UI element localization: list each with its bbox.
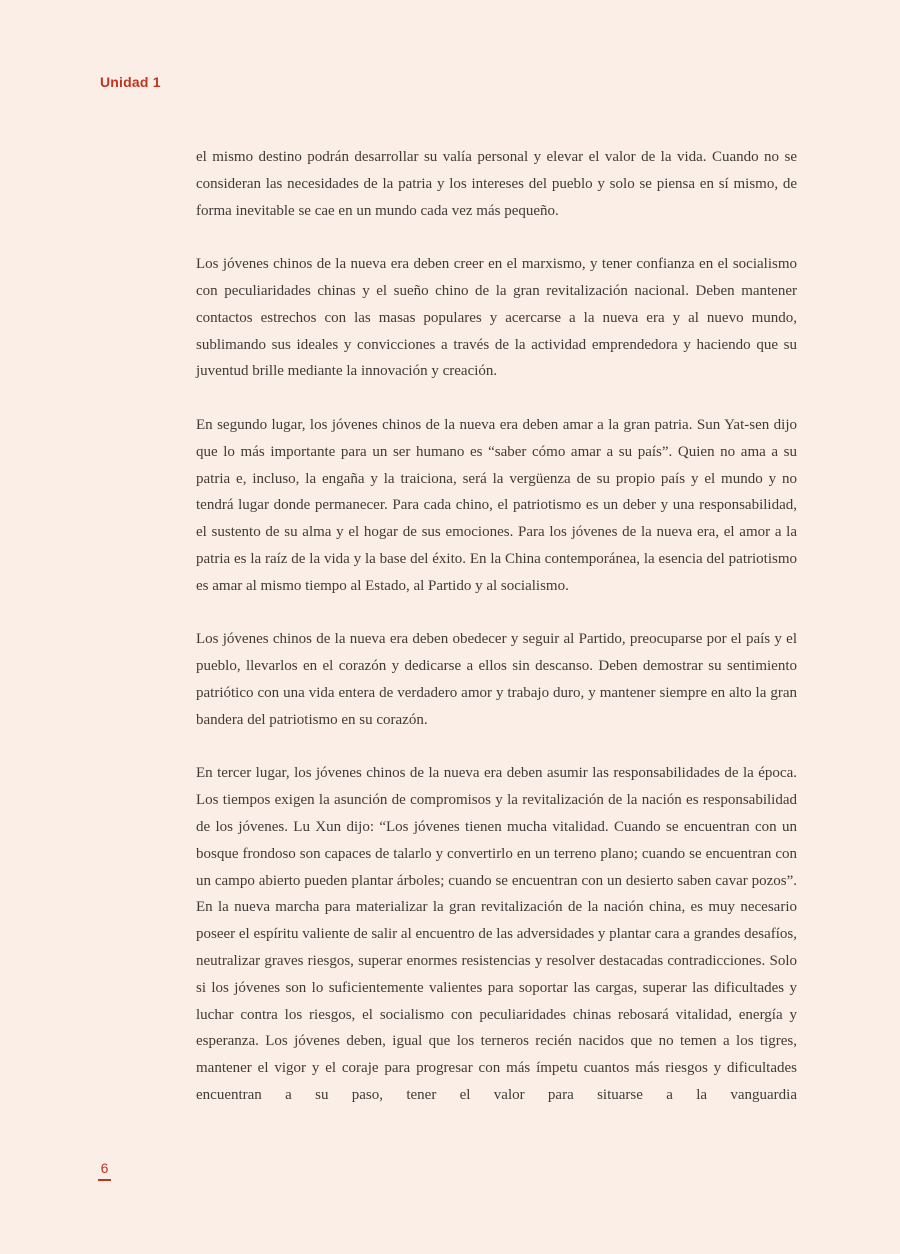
- paragraph-2: Los jóvenes chinos de la nueva era deben creer en el marxismo, y tener confianza en el socialismo con peculiaridades chinas y el sueño chino de la gran revitalización nacional. Deben mantener contactos estrechos con las masas populares y acercarse a la nueva era y al nuevo mundo, sublimando sus ideales y convicciones a través de la actividad emprendedora y haciendo que su juventud brille mediante la innovación y creación.: [196, 256, 797, 380]
- paragraph-3: En segundo lugar, los jóvenes chinos de la nueva era deben amar a la gran patria. Sun Yat-sen dijo que lo más importante para un ser humano es “saber cómo amar a su país”. Quien no ama a su patria e, incluso, la engaña y la traiciona, será la vergüenza de su propio país y el mundo y no tendrá lugar donde permanecer. Para cada chino, el patriotismo es un deber y una responsabilidad, el sustento de su alma y el hogar de sus emociones. Para los jóvenes de la nueva era, el amor a la patria es la raíz de la vida y la base del éxito. En la China contemporánea, la esencia del patriotismo es amar al mismo tiempo al Estado, al Partido y al socialismo.: [196, 416, 797, 594]
- paragraph-5: En tercer lugar, los jóvenes chinos de la nueva era deben asumir las responsabilidades de la época. Los tiempos exigen la asunción de compromisos y la revitalización de la nación es responsabilidad de los jóvenes. Lu Xun dijo: “Los jóvenes tienen mucha vitalidad. Cuando se encuentran con un bosque frondoso son capaces de talarlo y convertirlo en un terreno plano; cuando se encuentran con un campo abierto pueden plantar árboles; cuando se encuentran con un desierto saben cavar pozos”. En la nueva marcha para materializar la gran revitalización de la nación china, es muy necesario poseer el espíritu valiente de salir al encuentro de las adversidades y plantar cara a grandes desafíos, neutralizar graves riesgos, superar enormes resistencias y resolver destacadas contradicciones. Solo si los jóvenes son lo suficientemente valientes para soportar las cargas, superar las dificultades y luchar contra los riesgos, el socialismo con peculiaridades chinas rebosará vitalidad, energía y esperanza. Los jóvenes deben, igual que los terneros recién nacidos que no temen a los tigres, mantener el vigor y el coraje para progresar con más ímpetu cuantos más riesgos y dificultades encuentran a su paso, tener el valor para situarse a la vanguardia: [196, 765, 797, 1103]
- page-footer: [98, 1160, 111, 1181]
- unit-header-label: Unidad 1: [100, 74, 161, 90]
- paragraph-1: el mismo destino podrán desarrollar su valía personal y elevar el valor de la vida. Cuando no se consideran las necesidades de la patria y los intereses del pueblo y solo se piensa en sí mismo, de forma inevitable se cae en un mundo cada vez más pequeño.: [196, 149, 797, 219]
- page-number: 6: [100, 1160, 109, 1176]
- paragraph-4: Los jóvenes chinos de la nueva era deben obedecer y seguir al Partido, preocuparse por el país y el pueblo, llevarlos en el corazón y dedicarse a ellos sin descanso. Deben demostrar su sentimiento patriótico con una vida entera de verdadero amor y trabajo duro, y mantener siempre en alto la gran bandera del patriotismo en su corazón.: [196, 631, 797, 728]
- page-number-rule: [98, 1179, 111, 1181]
- body-text: [196, 144, 797, 1109]
